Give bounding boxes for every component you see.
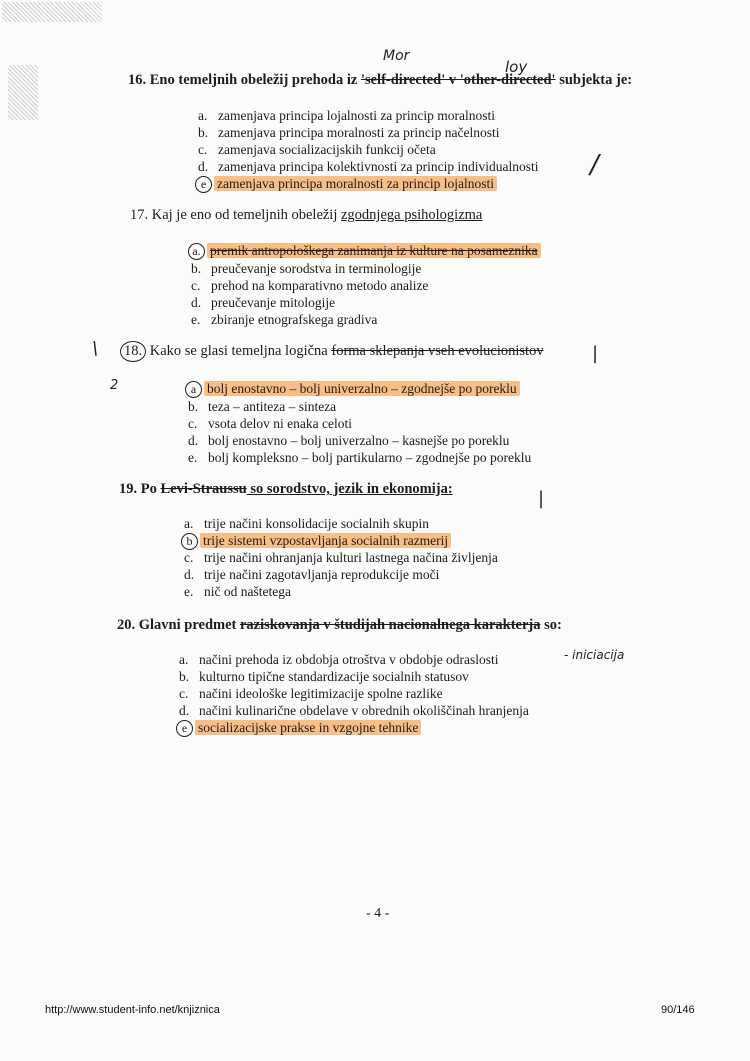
option-16b: b. zamenjava principa moralnosti za princip načelnosti bbox=[198, 125, 500, 140]
question-number: 17. bbox=[130, 207, 149, 223]
option-17b: b. preučevanje sorodstva in terminologije bbox=[191, 261, 422, 276]
question-number: 16. bbox=[128, 72, 147, 88]
question-16 bbox=[128, 72, 632, 89]
margin-mark-18: \ bbox=[92, 338, 99, 359]
option-20e bbox=[179, 720, 421, 737]
option-17d: d. preučevanje mitologije bbox=[191, 295, 336, 310]
question-17 bbox=[130, 207, 482, 224]
question-text-end: so: bbox=[540, 617, 562, 633]
option-20c: c. načini ideološke legitimizacije spolne razlike bbox=[179, 686, 443, 701]
option-16e bbox=[198, 176, 497, 193]
highlighted-answer: zamenjava principa moralnosti za princip lojalnosti bbox=[214, 176, 497, 191]
option-18c: c. vsota delov ni enaka celoti bbox=[188, 416, 352, 431]
option-18a bbox=[188, 381, 520, 398]
question-19 bbox=[119, 481, 453, 498]
highlighted-answer: socializacijske prakse in vzgojne tehnike bbox=[195, 720, 421, 735]
question-18 bbox=[120, 341, 544, 362]
answer-circle: e bbox=[176, 720, 193, 737]
answer-circle: a. bbox=[188, 243, 205, 260]
question-text: Po bbox=[140, 481, 161, 497]
option-16c: c. zamenjava socializacijskih funkcij očeta bbox=[198, 142, 436, 157]
question-text: Glavni predmet bbox=[138, 617, 240, 633]
question-text: Kako se glasi temeljna logična bbox=[149, 343, 332, 359]
answer-circle: e bbox=[195, 176, 212, 193]
option-16a: a. zamenjava principa lojalnosti za princip moralnosti bbox=[198, 108, 496, 123]
question-key-term: raziskovanja v študijah nacionalnega karakterja bbox=[239, 617, 541, 633]
scan-smudge-left bbox=[8, 65, 38, 120]
option-17c: c. prehod na komparativno metodo analize bbox=[191, 278, 429, 293]
question-number: 18. bbox=[120, 341, 146, 362]
margin-mark-19: | bbox=[538, 488, 545, 509]
highlighted-answer: bolj enostavno – bolj univerzalno – zgodnejše po poreklu bbox=[204, 381, 520, 396]
option-20d: d. načini kulinarične obdelave v obrednih okoliščinah hranjenja bbox=[179, 703, 529, 718]
option-20b: b. kulturno tipične standardizacije socialnih statusov bbox=[179, 669, 469, 684]
question-text: Eno temeljnih obeležij prehoda iz bbox=[149, 72, 361, 88]
margin-mark-18-right: | bbox=[592, 343, 599, 364]
question-text-end: so sorodstvo, jezik in ekonomija: bbox=[246, 481, 453, 497]
handwritten-note-iniciacija: - iniciacija bbox=[564, 648, 625, 662]
question-key-term: 'self-directed' v 'other-directed' bbox=[360, 72, 556, 88]
option-18b: b. teza – antiteza – sinteza bbox=[188, 399, 337, 414]
handwritten-note-mor: Mor bbox=[383, 48, 410, 64]
question-number: 19. bbox=[119, 481, 138, 497]
highlighted-answer: trije sistemi vzpostavljanja socialnih razmerij bbox=[200, 533, 451, 548]
question-text: Kaj je eno od temeljnih obeležij bbox=[151, 207, 341, 223]
option-19c: c. trije načini ohranjanja kulturi lastnega načina življenja bbox=[184, 550, 498, 565]
scan-smudge-top-left bbox=[2, 2, 102, 22]
question-key-term: forma sklepanja vseh evolucionistov bbox=[331, 343, 544, 359]
answer-circle: a bbox=[185, 381, 202, 398]
question-number: 20. bbox=[117, 617, 136, 633]
option-19a: a. trije načini konsolidacije socialnih skupin bbox=[184, 516, 429, 531]
footer-url: http://www.student-info.net/knjiznica bbox=[45, 1004, 220, 1016]
option-18d: d. bolj enostavno – bolj univerzalno – kasnejše po poreklu bbox=[188, 433, 510, 448]
handwritten-mark-2: 2 bbox=[110, 378, 119, 393]
question-key-term: zgodnjega psihologizma bbox=[341, 207, 483, 223]
option-19d: d. trije načini zagotavljanja reprodukcije moči bbox=[184, 567, 440, 582]
question-20 bbox=[117, 617, 562, 634]
page-number: - 4 - bbox=[366, 906, 390, 921]
check-mark-16: / bbox=[590, 150, 599, 180]
option-17a bbox=[191, 243, 541, 260]
question-text-end: subjekta je: bbox=[555, 72, 633, 88]
question-key-term: Levi-Straussu bbox=[160, 481, 247, 497]
option-18e: e. bolj kompleksno – bolj partikularno – zgodnejše po poreklu bbox=[188, 450, 532, 465]
option-19e: e. nič od naštetega bbox=[184, 584, 291, 599]
option-16d: d. zamenjava principa kolektivnosti za princip individualnosti bbox=[198, 159, 539, 174]
option-17e: e. zbiranje etnografskega gradiva bbox=[191, 312, 378, 327]
highlighted-answer: premik antropološkega zanimanja iz kulture na posameznika bbox=[207, 243, 541, 258]
handwritten-note-loy: loy bbox=[505, 58, 528, 76]
answer-circle: b bbox=[181, 533, 198, 550]
option-20a: a. načini prehoda iz obdobja otroštva v obdobje odraslosti bbox=[179, 652, 499, 667]
option-19b bbox=[184, 533, 451, 550]
footer-page-counter: 90/146 bbox=[661, 1004, 695, 1016]
